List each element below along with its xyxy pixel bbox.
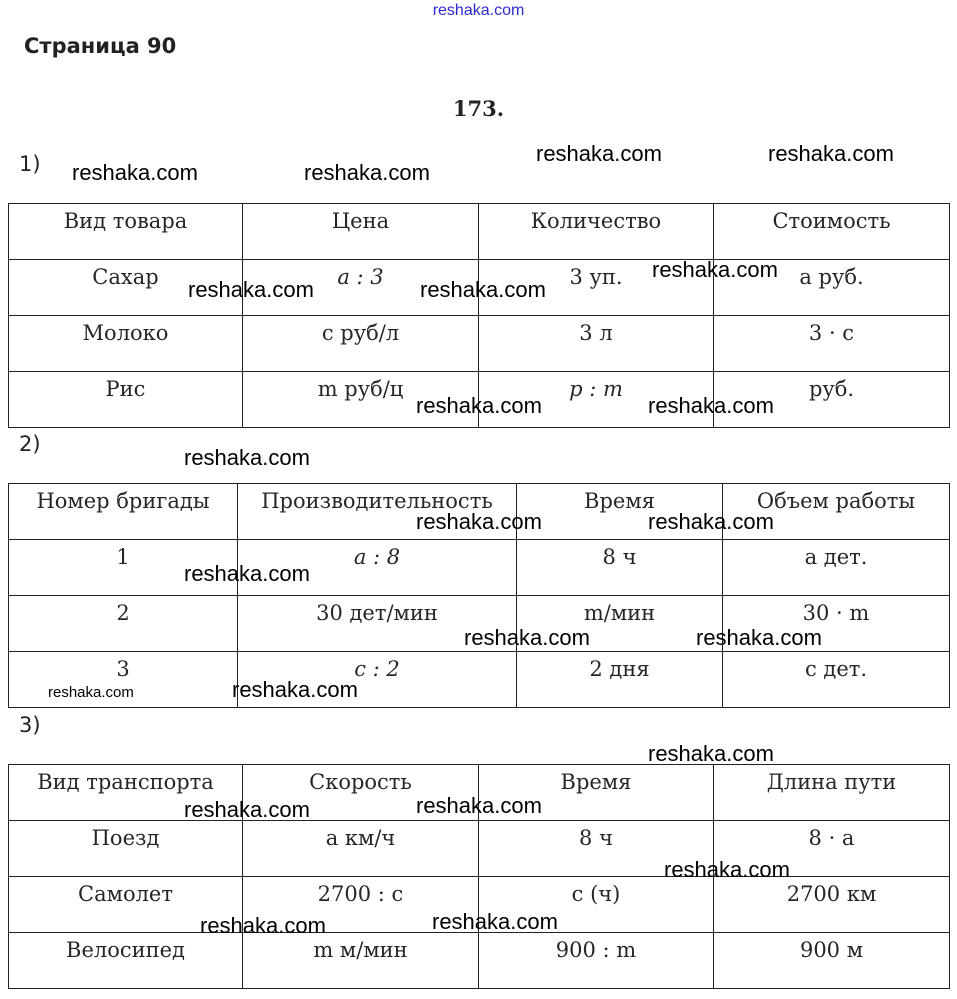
table-cell: a руб. xyxy=(714,260,950,316)
watermark: reshaka.com xyxy=(72,160,198,185)
watermark: reshaka.com xyxy=(648,741,774,766)
column-header: Стоимость xyxy=(714,204,950,260)
watermark: reshaka.com xyxy=(696,625,822,650)
table-cell: 2700 : c xyxy=(243,877,479,933)
table-cell: Велосипед xyxy=(9,933,243,989)
top-watermark: reshaka.com xyxy=(432,2,525,19)
page-title: Страница 90 xyxy=(24,34,177,58)
watermark: reshaka.com xyxy=(48,684,134,701)
watermark: reshaka.com xyxy=(416,509,542,534)
table-cell: m руб/ц xyxy=(243,372,479,428)
table-row xyxy=(9,821,950,877)
column-header: Длина пути xyxy=(714,765,950,821)
column-header: Время xyxy=(479,765,714,821)
table-cell: 3 · c xyxy=(714,316,950,372)
table-cell: 8 ч xyxy=(479,821,714,877)
table-cell: Сахар xyxy=(9,260,243,316)
table-cell: c руб/л xyxy=(243,316,479,372)
table-cell: p : m xyxy=(479,372,714,428)
watermark: reshaka.com xyxy=(184,561,310,586)
table-cell: m м/мин xyxy=(243,933,479,989)
table-cell: Молоко xyxy=(9,316,243,372)
table-cell: 2700 км xyxy=(714,877,950,933)
table-cell: 3 л xyxy=(479,316,714,372)
table-row xyxy=(9,933,950,989)
table-cell: a : 8 xyxy=(238,540,517,596)
table-cell: m/мин xyxy=(517,596,723,652)
table-cell: c : 2 xyxy=(238,652,517,708)
table-cell: 2 дня xyxy=(517,652,723,708)
column-header: Объем работы xyxy=(723,484,950,540)
watermark: reshaka.com xyxy=(536,141,662,166)
part-3-label: 3) xyxy=(19,713,41,737)
watermark: reshaka.com xyxy=(188,277,314,302)
table-cell: 8 · a xyxy=(714,821,950,877)
table-cell: руб. xyxy=(714,372,950,428)
table-cell: 900 м xyxy=(714,933,950,989)
table-cell: a дет. xyxy=(723,540,950,596)
part-1-label: 1) xyxy=(19,152,41,176)
table-cell: 8 ч xyxy=(517,540,723,596)
column-header: Вид транспорта xyxy=(9,765,243,821)
column-header: Номер бригады xyxy=(9,484,238,540)
watermark: reshaka.com xyxy=(648,509,774,534)
task-number: 173. xyxy=(452,96,505,121)
part-2-label: 2) xyxy=(19,432,41,456)
table-cell: Самолет xyxy=(9,877,243,933)
watermark: reshaka.com xyxy=(184,797,310,822)
watermark: reshaka.com xyxy=(652,257,778,282)
column-header: Вид товара xyxy=(9,204,243,260)
watermark: reshaka.com xyxy=(416,393,542,418)
table-cell: 1 xyxy=(9,540,238,596)
table-row xyxy=(9,540,950,596)
watermark: reshaka.com xyxy=(200,913,326,938)
column-header: Количество xyxy=(479,204,714,260)
watermark: reshaka.com xyxy=(184,445,310,470)
column-header: Скорость xyxy=(243,765,479,821)
watermark: reshaka.com xyxy=(664,857,790,882)
table-cell: 30 · m xyxy=(723,596,950,652)
watermark: reshaka.com xyxy=(648,393,774,418)
table-cell: c дет. xyxy=(723,652,950,708)
table-cell: a км/ч xyxy=(243,821,479,877)
table-cell: 3 уп. xyxy=(479,260,714,316)
column-header: Время xyxy=(517,484,723,540)
table-row xyxy=(9,652,950,708)
table-cell: 2 xyxy=(9,596,238,652)
table-cell: Поезд xyxy=(9,821,243,877)
watermark: reshaka.com xyxy=(232,677,358,702)
table-cell: a : 3 xyxy=(243,260,479,316)
table-cell: Рис xyxy=(9,372,243,428)
table-header-row xyxy=(9,204,950,260)
watermark: reshaka.com xyxy=(304,160,430,185)
table-cell: 3 xyxy=(9,652,238,708)
watermark: reshaka.com xyxy=(464,625,590,650)
table-row xyxy=(9,316,950,372)
table-cell: c (ч) xyxy=(479,877,714,933)
watermark: reshaka.com xyxy=(416,793,542,818)
column-header: Цена xyxy=(243,204,479,260)
table-cell: 900 : m xyxy=(479,933,714,989)
column-header: Производительность xyxy=(238,484,517,540)
table-cell: 30 дет/мин xyxy=(238,596,517,652)
watermark: reshaka.com xyxy=(768,141,894,166)
watermark: reshaka.com xyxy=(432,909,558,934)
watermark: reshaka.com xyxy=(420,277,546,302)
